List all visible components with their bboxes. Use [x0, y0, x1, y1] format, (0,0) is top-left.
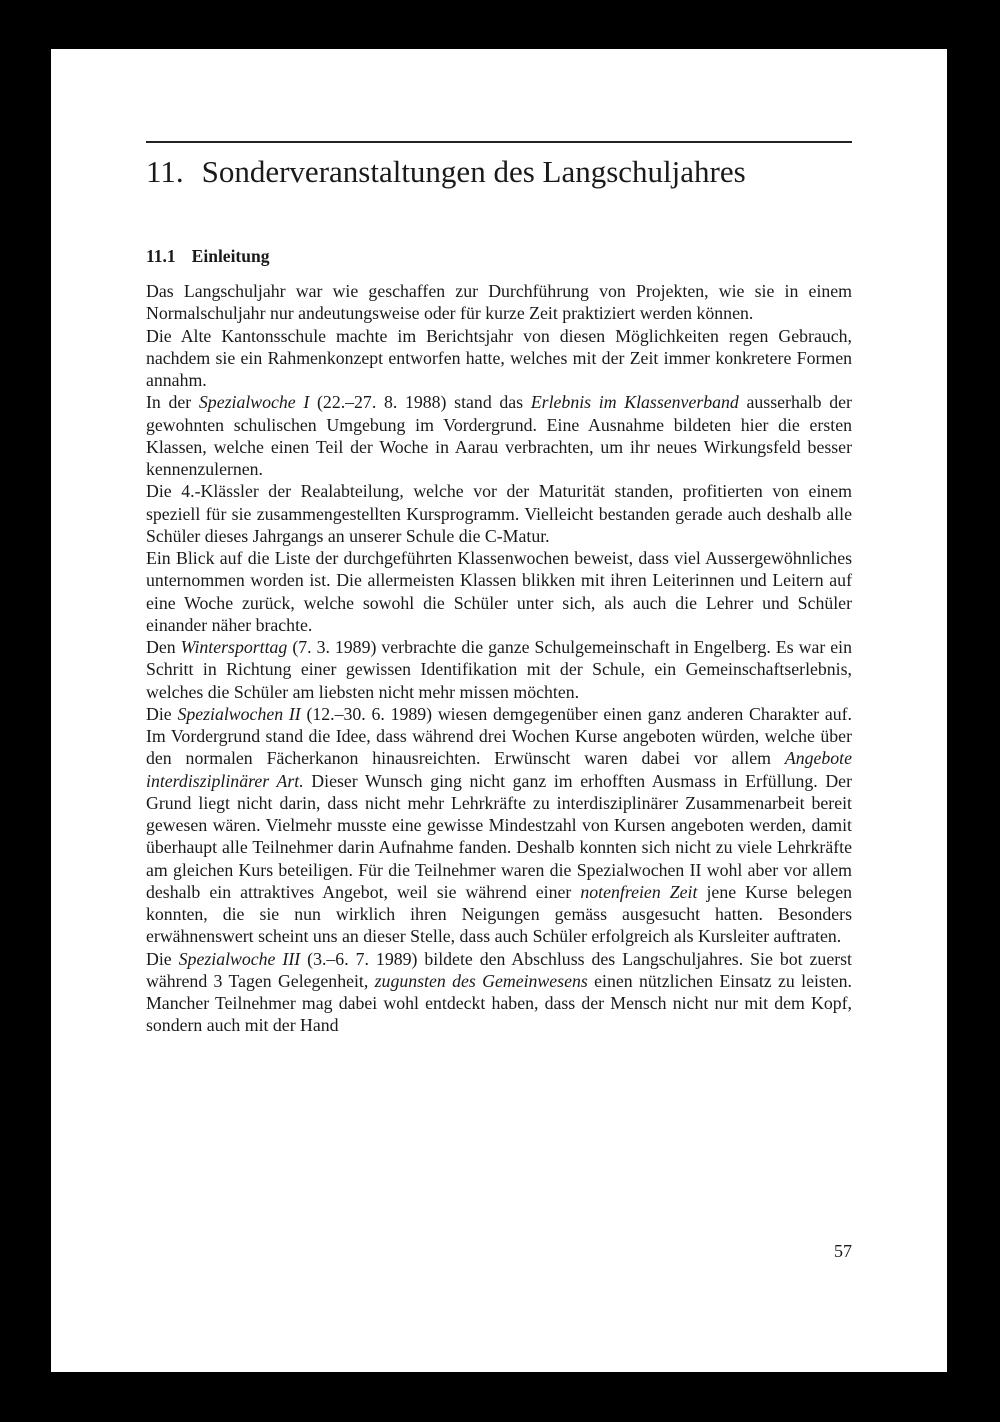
paragraph	[146, 547, 852, 636]
paragraph	[146, 636, 852, 703]
paragraph	[146, 280, 852, 325]
page-number: 57	[834, 1241, 852, 1261]
section-number: 11.1	[146, 246, 176, 266]
text-run: (3.–6. 7. 1989) bildete den Abschluss des Langschuljahres. Sie bot zuerst während 3 Tagen Gelegenheit,	[146, 948, 852, 991]
italic-term: Wintersporttag	[180, 637, 288, 657]
text-run: Das Langschuljahr war wie geschaffen zur Durchführung von Projekten, wie sie in einem Normalschuljahr nur andeutungsweise oder für kurze Zeit praktiziert werden können.	[146, 281, 852, 324]
text-run: einen nützlichen Einsatz zu leisten. Mancher Teilnehmer mag dabei wohl entdeckt haben, dass der Mensch nicht nur mit dem Kopf, sondern auch mit der Hand	[146, 970, 853, 1036]
text-run: In der	[146, 392, 199, 413]
italic-term: Spezialwoche III	[178, 948, 301, 969]
text-run: Die Alte Kantonsschule machte im Berichtsjahr von diesen Möglichkeiten regen Gebrauch, nachdem sie ein Rahmenkonzept entworfen hatte, welches mit der Zeit immer konkretere Formen annahm.	[146, 325, 852, 390]
header-rule	[146, 141, 852, 143]
italic-term: Angebote interdisziplinärer Art.	[146, 748, 852, 791]
text-run: Ein Blick auf die Liste der durchgeführten Klassenwochen beweist, dass viel Aussergewöhnliches unternommen worden ist. Die allermeisten Klassen blikken mit ihren Leiterinnen und Leitern auf eine Woche zurück, welche sowohl die Schüler unter sich, als auch die Lehrer und Schüler einander näher brachte.	[146, 548, 852, 635]
text-run: jene Kurse belegen konnten, die sie nun wirklich ihren Neigungen gemäss ausgesucht hatten. Besonders erwähnenswert scheint uns an dieser Stelle, dass auch Schüler erfolgreich als Kursleiter auftraten.	[146, 881, 852, 947]
section-heading	[146, 244, 269, 268]
chapter-title-text: Sonderveranstaltungen des Langschuljahres	[201, 154, 746, 189]
text-run: ausserhalb der gewohnten schulischen Umgebung im Vordergrund. Eine Ausnahme bildeten hier die ersten Klassen, welche einen Teil der Woche in Aarau verbrachten, um ihr neues Wirkungsfeld besser kennenzulernen.	[146, 392, 852, 479]
italic-term: notenfreien Zeit	[580, 881, 698, 902]
text-run: Den	[146, 637, 181, 657]
text-run: Die 4.-Klässler der Realabteilung, welche vor der Maturität standen, profitierten von einem speziell für sie zusammengestellten Kursprogramm. Vielleicht bestanden gerade auch deshalb alle Schüler dieses Jahrgangs an unserer Schule die C-Matur.	[146, 481, 852, 546]
italic-term: Spezialwochen II	[177, 703, 301, 724]
italic-term: Erlebnis im Klassenverband	[530, 392, 739, 413]
paragraph	[146, 948, 852, 1037]
text-run: (12.–30. 6. 1989) wiesen demgegenüber einen ganz anderen Charakter auf. Im Vordergrund stand die Idee, dass während drei Wochen Kurse angeboten würden, welche über den normalen Fächerkanon hinausreichten. Erwünscht waren dabei vor allem	[146, 703, 853, 769]
paragraph	[146, 325, 852, 392]
text-run: Die	[146, 703, 178, 724]
paragraph	[146, 480, 852, 547]
text-run: Dieser Wunsch ging nicht ganz im erhofften Ausmass in Erfüllung. Der Grund liegt nicht darin, dass nicht mehr Lehrkräfte zu interdisziplinärer Zusammenarbeit bereit gewesen wären. Vielmehr musste eine gewisse Mindestzahl von Kursen angeboten werden, damit überhaupt alle Teilnehmer darin Aufnahme fanden. Deshalb konnten sich nicht zu viele Lehrkräfte am gleichen Kurs beteiligen. Für die Teilnehmer waren die Spezialwochen II wohl aber vor allem deshalb ein attraktives Angebot, weil sie während einer	[146, 770, 852, 902]
text-run: (7. 3. 1989) verbrachte die ganze Schulgemeinschaft in Engelberg. Es war ein Schritt in Richtung einer gewissen Identifikation mit der Schule, ein Gemeinschaftserlebnis, welches die Schüler am liebsten nicht mehr missen möchten.	[146, 637, 852, 702]
section-title-text: Einleitung	[191, 246, 270, 266]
text-run: (22.–27. 8. 1988) stand das	[309, 392, 531, 413]
italic-term: zugunsten des Gemeinwesens	[374, 970, 588, 991]
chapter-number: 11.	[146, 154, 184, 189]
chapter-title	[146, 151, 866, 193]
page-sheet	[51, 49, 947, 1372]
text-run: Die	[146, 948, 179, 969]
italic-term: Spezialwoche I	[198, 392, 310, 413]
paragraph	[146, 391, 852, 480]
paragraph	[146, 703, 852, 948]
body-text	[146, 280, 852, 1037]
